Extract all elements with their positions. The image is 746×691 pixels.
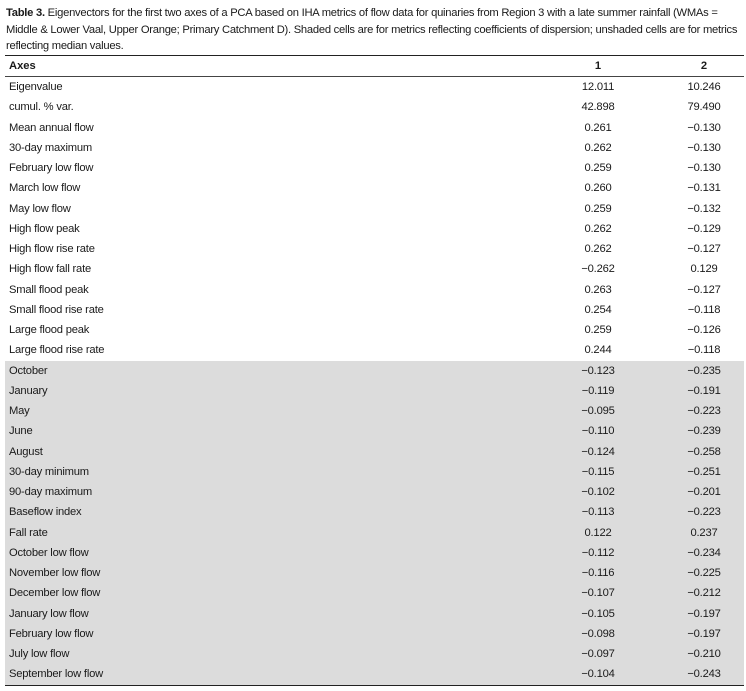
table-row — [5, 118, 744, 138]
axis-1-value: 0.259 — [584, 324, 612, 337]
table-row — [5, 320, 744, 340]
axis-1-value: −0.262 — [581, 263, 615, 276]
table-row — [5, 158, 744, 178]
row-label: Eigenvalue — [9, 81, 63, 94]
row-label: 90-day maximum — [9, 486, 92, 499]
table-row — [5, 280, 744, 300]
axis-2-value: −0.130 — [687, 121, 721, 134]
axis-2-value: −0.258 — [687, 445, 721, 458]
table-row — [5, 340, 744, 360]
row-label: October low flow — [9, 546, 89, 559]
axis-1-value: 0.263 — [584, 283, 612, 296]
table-row — [5, 361, 744, 381]
row-label: September low flow — [9, 668, 104, 681]
row-label: June — [9, 425, 33, 438]
axis-2-value: −0.118 — [687, 303, 721, 316]
axis-2-value: −0.118 — [687, 344, 721, 357]
axis-1-value: 0.259 — [584, 162, 612, 175]
bottom-rule — [5, 685, 744, 686]
axis-2-value: −0.127 — [687, 243, 721, 256]
table-row — [5, 462, 744, 482]
axis-2-value: −0.212 — [687, 587, 721, 600]
row-label: October — [9, 364, 48, 377]
axis-1-value: 0.261 — [584, 121, 612, 134]
table-row — [5, 259, 744, 279]
table-row — [5, 523, 744, 543]
table-header-row — [5, 56, 744, 77]
axis-1-value: 0.262 — [584, 141, 612, 154]
axis-1-value: 0.260 — [584, 182, 612, 195]
row-label: Small flood peak — [9, 283, 89, 296]
table-caption — [6, 5, 744, 55]
table-row — [5, 563, 744, 583]
row-label: May — [9, 405, 30, 418]
axis-2-value: −0.223 — [687, 506, 721, 519]
axis-2-value: −0.251 — [687, 465, 721, 478]
row-label: July low flow — [9, 648, 70, 661]
row-label: December low flow — [9, 587, 101, 600]
axis-1-value: −0.123 — [581, 364, 615, 377]
axis-1-value: −0.115 — [581, 465, 615, 478]
table-row — [5, 583, 744, 603]
axis-1-value: −0.110 — [581, 425, 615, 438]
axis-1-value: −0.095 — [581, 405, 615, 418]
axis-2-value: 0.237 — [690, 526, 718, 539]
row-label: Mean annual flow — [9, 121, 94, 134]
axis-1-value: 0.262 — [584, 222, 612, 235]
row-label: High flow rise rate — [9, 243, 95, 256]
row-label: March low flow — [9, 182, 81, 195]
axis-1-value: −0.112 — [581, 546, 615, 559]
axis-1-value: −0.097 — [581, 648, 615, 661]
table-row — [5, 401, 744, 421]
row-label: May low flow — [9, 202, 71, 215]
axis-2-value: −0.127 — [687, 283, 721, 296]
axis-1-value: −0.107 — [581, 587, 615, 600]
row-label: February low flow — [9, 627, 94, 640]
axis-2-value: −0.197 — [687, 627, 721, 640]
axis-2-value: −0.210 — [687, 648, 721, 661]
header-axis-2: 2 — [700, 60, 708, 72]
row-label: Fall rate — [9, 526, 48, 539]
axis-2-value: −0.191 — [687, 384, 721, 397]
axis-1-value: 0.244 — [584, 344, 612, 357]
axis-2-value: −0.129 — [687, 222, 721, 235]
axis-2-value: 0.129 — [690, 263, 718, 276]
axis-2-value: −0.223 — [687, 405, 721, 418]
table-row — [5, 199, 744, 219]
row-label: 30-day minimum — [9, 465, 89, 478]
eigenvector-table — [5, 55, 744, 686]
table-row — [5, 664, 744, 684]
axis-1-value: −0.113 — [581, 506, 615, 519]
table-row — [5, 219, 744, 239]
axis-2-value: −0.130 — [687, 162, 721, 175]
row-label: 30-day maximum — [9, 141, 92, 154]
row-label: Baseflow index — [9, 506, 82, 519]
table-label: Table 3. — [6, 7, 45, 19]
axis-1-value: 0.254 — [584, 303, 612, 316]
axis-2-value: −0.197 — [687, 607, 721, 620]
axis-2-value: 79.490 — [687, 101, 721, 114]
table-body — [5, 77, 744, 685]
axis-2-value: −0.239 — [687, 425, 721, 438]
axis-1-value: −0.119 — [581, 384, 615, 397]
axis-1-value: 42.898 — [581, 101, 615, 114]
header-axis-1: 1 — [594, 60, 602, 72]
axis-1-value: −0.098 — [581, 627, 615, 640]
row-label: Small flood rise rate — [9, 303, 104, 316]
axis-2-value: −0.225 — [687, 567, 721, 580]
table-row — [5, 482, 744, 502]
table-row — [5, 604, 744, 624]
axis-2-value: −0.131 — [687, 182, 721, 195]
table-row — [5, 502, 744, 522]
row-label: Large flood rise rate — [9, 344, 105, 357]
axis-2-value: −0.243 — [687, 668, 721, 681]
table-row — [5, 624, 744, 644]
row-label: High flow fall rate — [9, 263, 92, 276]
axis-2-value: −0.126 — [687, 324, 721, 337]
table-row — [5, 239, 744, 259]
table-row — [5, 77, 744, 97]
axis-1-value: −0.104 — [581, 668, 615, 681]
axis-1-value: −0.116 — [581, 567, 615, 580]
axis-2-value: −0.130 — [687, 141, 721, 154]
table-row — [5, 442, 744, 462]
header-axes: Axes — [9, 60, 36, 72]
table-row — [5, 381, 744, 401]
axis-2-value: −0.234 — [687, 546, 721, 559]
axis-1-value: 0.122 — [584, 526, 612, 539]
table-row — [5, 97, 744, 117]
table-row — [5, 138, 744, 158]
axis-2-value: −0.201 — [687, 486, 721, 499]
row-label: August — [9, 445, 43, 458]
row-label: High flow peak — [9, 222, 80, 235]
table-row — [5, 543, 744, 563]
row-label: Large flood peak — [9, 324, 90, 337]
row-label: February low flow — [9, 162, 94, 175]
row-label: January — [9, 384, 48, 397]
axis-1-value: −0.102 — [581, 486, 615, 499]
axis-1-value: −0.124 — [581, 445, 615, 458]
axis-1-value: 0.259 — [584, 202, 612, 215]
table-row — [5, 644, 744, 664]
table-row — [5, 178, 744, 198]
caption-text: Eigenvectors for the first two axes of a PCA based on IHA metrics of flow data for quinaries from Region 3 with a late summer rainfall (WMAs = Middle & Lower Vaal, Upper Orange; Primary Catchment D). Shaded cells are for metrics reflecting coefficients of dispersion; unshaded cells are for metrics reflecting median values. — [6, 7, 738, 52]
row-label: cumul. % var. — [9, 101, 74, 114]
axis-1-value: 0.262 — [584, 243, 612, 256]
axis-1-value: −0.105 — [581, 607, 615, 620]
table-row — [5, 300, 744, 320]
axis-1-value: 12.011 — [581, 81, 615, 94]
axis-2-value: −0.235 — [687, 364, 721, 377]
table-row — [5, 421, 744, 441]
row-label: November low flow — [9, 567, 101, 580]
axis-2-value: −0.132 — [687, 202, 721, 215]
row-label: January low flow — [9, 607, 89, 620]
axis-2-value: 10.246 — [687, 81, 721, 94]
